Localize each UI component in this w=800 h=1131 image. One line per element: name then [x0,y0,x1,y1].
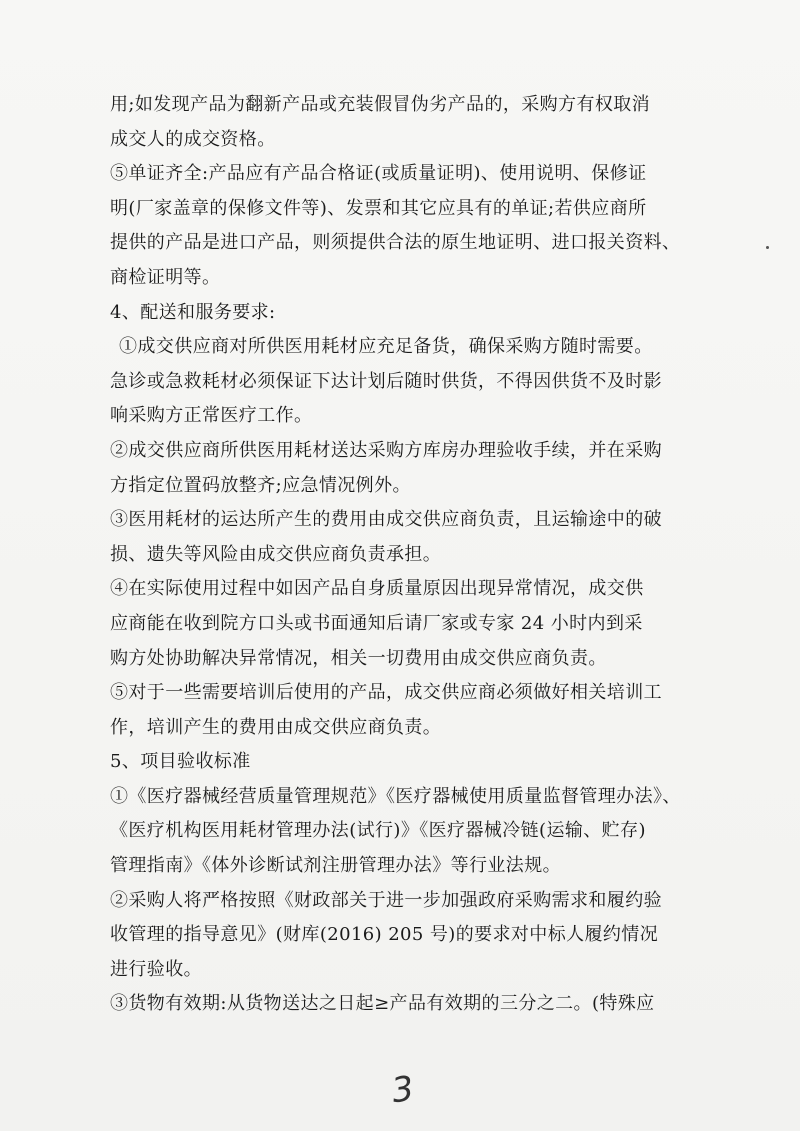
text-line: 明(厂家盖章的保修文件等)、发票和其它应具有的单证;若供应商所 [110,197,647,219]
handwritten-page-number: 3 [389,1068,417,1112]
text-line: 作，培训产生的费用由成交供应商负责。 [110,716,442,738]
text-line: ①《医疗器械经营质量管理规范》《医疗器械使用质量监督管理办法》、 [110,785,681,807]
text-line: 成交人的成交资格。 [110,128,276,150]
scan-speck [766,246,769,249]
text-line: 急诊或急救耗材必须保证下达计划后随时供货，不得因供货不及时影 [110,370,662,392]
text-line: ③医用耗材的运达所产生的费用由成交供应商负责，且运输途中的破 [110,509,662,531]
text-line: 应商能在收到院方口头或书面通知后请厂家或专家 24 小时内到采 [110,612,643,634]
text-line: 方指定位置码放整齐;应急情况例外。 [110,474,411,496]
text-line: 用;如发现产品为翻新产品或充装假冒伪劣产品的，采购方有权取消 [110,94,651,115]
text-line: ④在实际使用过程中如因产品自身质量原因出现异常情况，成交供 [110,578,644,600]
text-line: 响采购方正常医疗工作。 [110,405,313,427]
text-line: 损、遗失等风险由成交供应商负责承担。 [110,543,442,565]
text-line: 进行验收。 [110,958,202,980]
text-line: 商检证明等。 [110,266,221,288]
text-line: 管理指南》《体外诊断试剂注册管理办法》等行业法规。 [110,855,561,877]
text-line: 提供的产品是进口产品，则须提供合法的原生地证明、进口报关资料、 [110,232,681,254]
text-line: ②成交供应商所供医用耗材送达采购方库房办理验收手续，并在采购 [110,439,662,461]
text-line: 收管理的指导意见》(财库(2016) 205 号)的要求对中标人履约情况 [110,924,659,946]
section-heading: 5、项目验收标准 [110,751,251,773]
document-body [110,88,710,1022]
text-line: ②采购人将严格按照《财政部关于进一步加强政府采购需求和履约验 [110,889,662,911]
text-line: ⑤对于一些需要培训后使用的产品，成交供应商必须做好相关培训工 [110,682,662,704]
text-line: 《医疗机构医用耗材管理办法(试行)》《医疗器械冷链(运输、贮存) [110,820,646,842]
text-line: ③货物有效期:从货物送达之日起≥产品有效期的三分之二。(特殊应 [110,993,655,1015]
text-line: ⑤单证齐全:产品应有产品合格证(或质量证明)、使用说明、保修证 [110,163,647,185]
text-line: ①成交供应商对所供医用耗材应充足备货，确保采购方随时需要。 [119,336,653,358]
text-line: 购方处协助解决异常情况，相关一切费用由成交供应商负责。 [110,647,607,669]
section-heading: 4、配送和服务要求: [110,301,276,323]
